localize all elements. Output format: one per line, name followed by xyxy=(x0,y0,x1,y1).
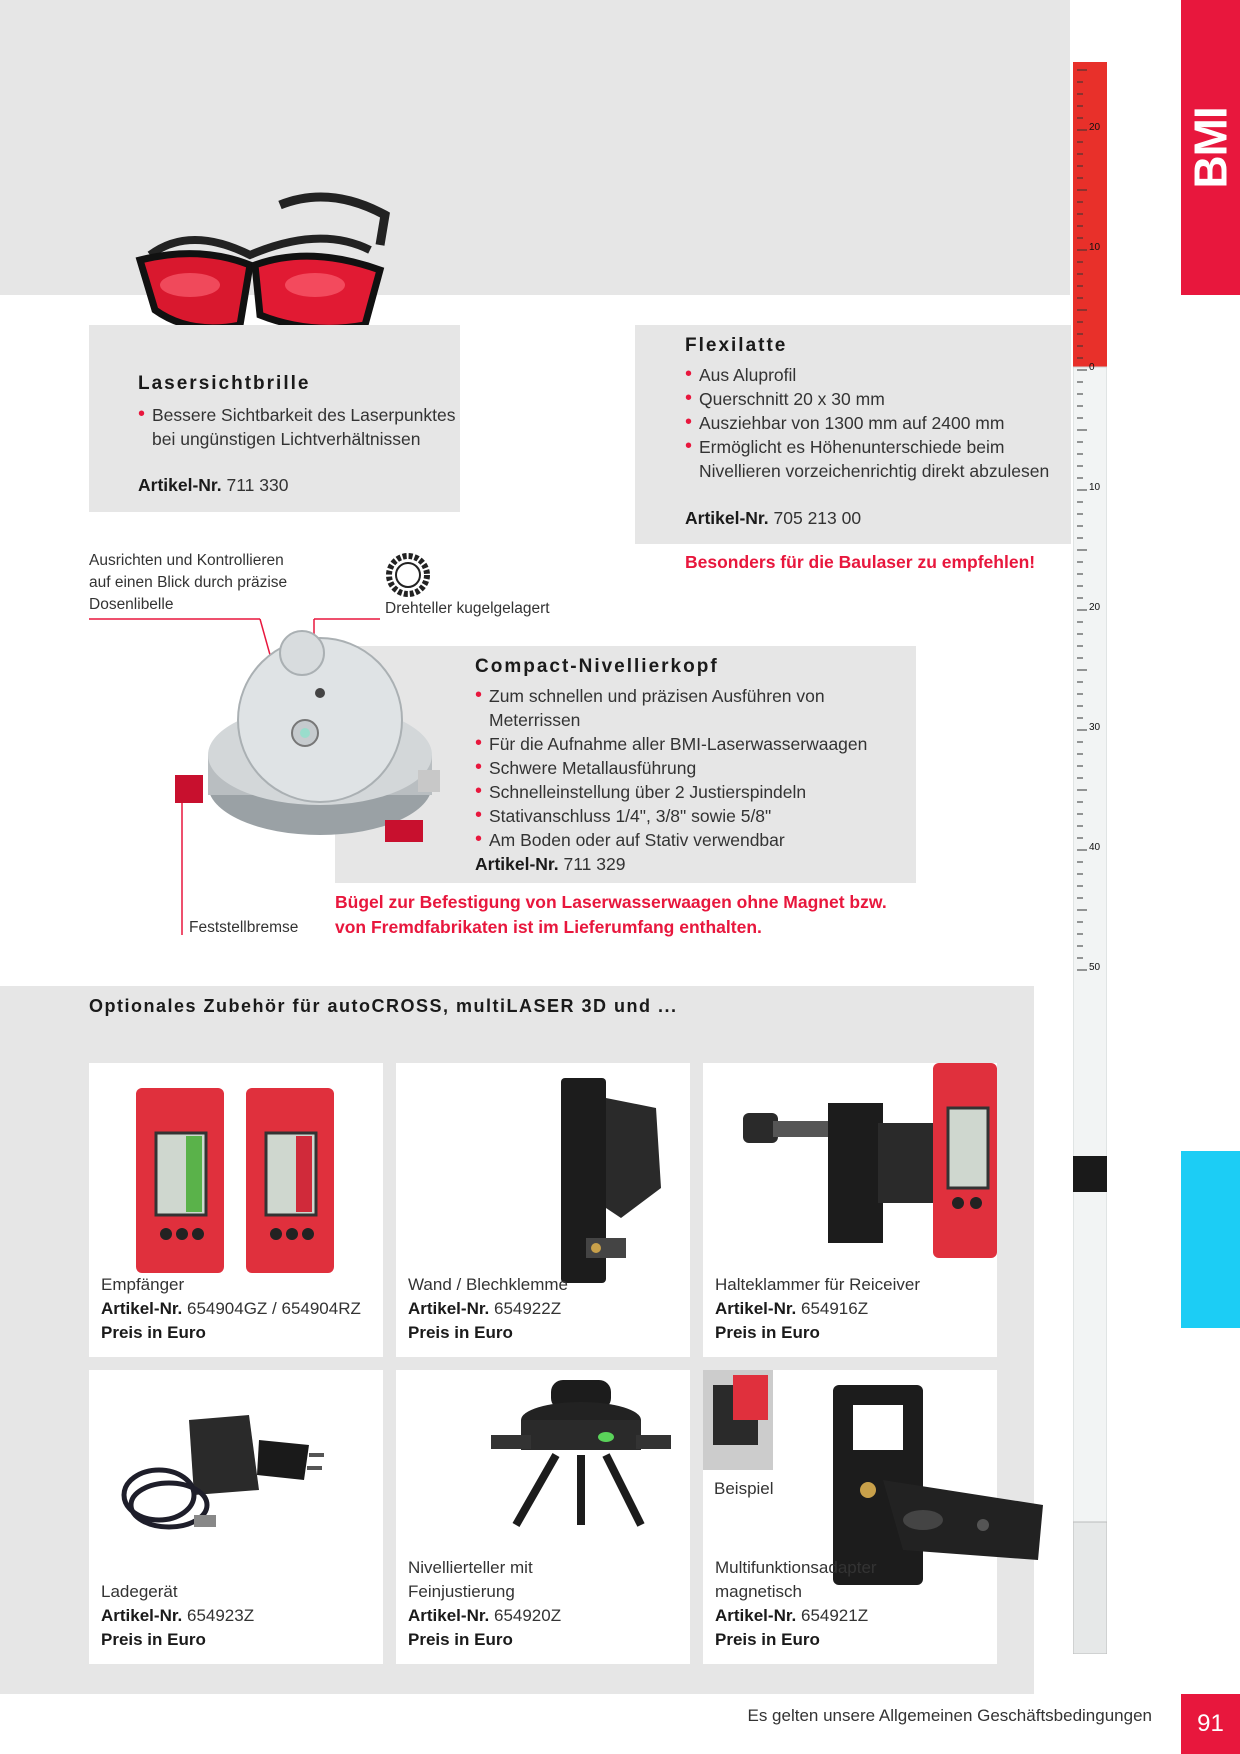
note-line: von Fremdfabrikaten ist im Lieferumfang enthalten. xyxy=(335,917,762,937)
lasersichtbrille-article xyxy=(138,475,288,496)
price-label: Preis in Euro xyxy=(408,1323,513,1342)
feature-text: Querschnitt 20 x 30 mm xyxy=(699,389,885,409)
accessories-heading: Optionales Zubehör für autoCROSS, multiLASER 3D und ... xyxy=(89,996,678,1016)
feature-item: • Stativanschluss 1/4", 3/8" sowie 5/8" xyxy=(475,804,916,828)
charger-image xyxy=(119,1400,359,1550)
feature-item: • Für die Aufnahme aller BMI-Laserwasserwaagen xyxy=(475,732,916,756)
example-label: Beispiel xyxy=(714,1479,774,1498)
accessory-caption xyxy=(408,1556,561,1652)
article-label: Artikel-Nr. xyxy=(408,1606,490,1625)
article-number: 705 213 00 xyxy=(773,508,862,528)
feature-text: Nivellieren vorzeichenrichtig direkt abzulesen xyxy=(699,461,1050,481)
leveling-head-image xyxy=(170,625,440,870)
ruler-label: 0 xyxy=(1089,362,1095,373)
page-number: 91 xyxy=(1181,1694,1240,1754)
accessory-name: Nivellierteller mit xyxy=(408,1558,533,1577)
note-line: Bügel zur Befestigung von Laserwasserwaagen ohne Magnet bzw. xyxy=(335,892,887,912)
ruler-label: 10 xyxy=(1089,242,1101,253)
accessory-name: Ladegerät xyxy=(101,1582,178,1601)
article-label: Artikel-Nr. xyxy=(715,1299,797,1318)
receiver-image xyxy=(134,1088,344,1278)
price-label: Preis in Euro xyxy=(715,1323,820,1342)
price-label: Preis in Euro xyxy=(408,1630,513,1649)
accessory-caption xyxy=(101,1580,254,1652)
accessory-card-receiver-clamp[interactable] xyxy=(703,1063,997,1357)
article-label: Artikel-Nr. xyxy=(685,508,769,528)
nivellierkopf-title: Compact-Nivellierkopf xyxy=(475,656,719,677)
accessory-card-receiver[interactable] xyxy=(89,1063,383,1357)
feature-item: • Am Boden oder auf Stativ verwendbar xyxy=(475,828,916,852)
price-label: Preis in Euro xyxy=(715,1630,820,1649)
accessory-caption xyxy=(101,1273,361,1345)
annotation-line: Ausrichten und Kontrollieren xyxy=(89,552,284,569)
lasersichtbrille-box xyxy=(89,325,460,512)
feature-item: • Schwere Metallausführung xyxy=(475,756,916,780)
flexilatte-note: Besonders für die Baulaser zu empfehlen! xyxy=(685,552,1036,572)
article-number: 654904GZ / 654904RZ xyxy=(186,1299,361,1318)
leveling-base-image xyxy=(486,1375,676,1540)
accessory-caption xyxy=(408,1273,568,1345)
feature-text: Ausziehbar von 1300 mm auf 2400 mm xyxy=(699,413,1005,433)
flexilatte-features: • Aus Aluprofil • Querschnitt 20 x 30 mm • Ausziehbar von 1300 mm auf 2400 mm • Ermöglicht es Höhenunterschiede beim Nivellieren vorzeichenrichtig direkt abzulesen xyxy=(685,363,1050,481)
drehteller-annotation: Drehteller kugelgelagert xyxy=(385,600,550,617)
feature-text: Aus Aluprofil xyxy=(699,365,797,385)
accessory-card-wall-clamp[interactable] xyxy=(396,1063,690,1357)
article-number: 654922Z xyxy=(493,1299,562,1318)
feature-item: • Zum schnellen und präzisen Ausführen von Meterrissen xyxy=(475,684,916,732)
brand-logo: BMI xyxy=(1184,106,1237,189)
feature-text: Ermöglicht es Höhenunterschiede beim xyxy=(699,437,1005,457)
article-label: Artikel-Nr. xyxy=(475,854,559,874)
accessory-name: Wand / Blechklemme xyxy=(408,1275,568,1294)
nivellierkopf-note xyxy=(335,890,887,940)
accessory-name: Empfänger xyxy=(101,1275,185,1294)
price-label: Preis in Euro xyxy=(101,1323,206,1342)
lasersichtbrille-title: Lasersichtbrille xyxy=(138,373,311,394)
lasersichtbrille-features: • Bessere Sichtbarkeit des Laserpunktes bei ungünstigen Lichtverhältnissen xyxy=(138,403,456,449)
accessory-name: magnetisch xyxy=(715,1582,802,1601)
article-number: 654921Z xyxy=(800,1606,869,1625)
annotation-line: Dosenlibelle xyxy=(89,596,174,613)
annotation-line: auf einen Blick durch präzise xyxy=(89,574,288,591)
article-number: 654923Z xyxy=(186,1606,255,1625)
accessory-caption xyxy=(715,1556,877,1652)
brand-tab xyxy=(1181,0,1240,295)
feature-text: bei ungünstigen Lichtverhältnissen xyxy=(152,429,421,449)
flexilatte-ruler-image xyxy=(1073,62,1107,1654)
article-label: Artikel-Nr. xyxy=(101,1606,183,1625)
price-label: Preis in Euro xyxy=(101,1630,206,1649)
ruler-label: 30 xyxy=(1089,722,1101,733)
accessory-name: Feinjustierung xyxy=(408,1582,515,1601)
flexilatte-article xyxy=(685,508,861,529)
dosenlibelle-annotation xyxy=(89,550,287,616)
article-label: Artikel-Nr. xyxy=(138,475,222,495)
terms-footer: Es gelten unsere Allgemeinen Geschäftsbedingungen xyxy=(747,1706,1152,1725)
article-number: 711 330 xyxy=(226,475,289,495)
accessory-name: Halteklammer für Reiceiver xyxy=(715,1275,920,1294)
section-side-tab xyxy=(1181,1151,1240,1328)
ruler-label: 20 xyxy=(1089,122,1101,133)
feature-text: Bessere Sichtbarkeit des Laserpunktes xyxy=(152,405,456,425)
flexilatte-title: Flexilatte xyxy=(685,335,788,356)
flexilatte-box xyxy=(635,325,1071,544)
article-label: Artikel-Nr. xyxy=(715,1606,797,1625)
article-number: 654920Z xyxy=(493,1606,562,1625)
feststellbremse-annotation: Feststellbremse xyxy=(189,919,299,936)
accessory-card-leveling-base[interactable] xyxy=(396,1370,690,1664)
article-number: 711 329 xyxy=(563,854,626,874)
wall-clamp-image xyxy=(551,1068,671,1288)
ruler-label: 10 xyxy=(1089,482,1101,493)
ruler-label: 40 xyxy=(1089,842,1101,853)
receiver-clamp-image xyxy=(743,1063,997,1263)
article-label: Artikel-Nr. xyxy=(101,1299,183,1318)
example-usage-image xyxy=(703,1370,773,1470)
article-number: 654916Z xyxy=(800,1299,869,1318)
ruler-label: 20 xyxy=(1089,602,1101,613)
ball-bearing-icon xyxy=(385,552,431,598)
accessory-name: Multifunktionsadapter xyxy=(715,1558,877,1577)
feature-item: • Schnelleinstellung über 2 Justierspindeln xyxy=(475,780,916,804)
accessory-card-multi-adapter[interactable] xyxy=(703,1370,997,1664)
article-label: Artikel-Nr. xyxy=(408,1299,490,1318)
accessory-caption xyxy=(715,1273,920,1345)
nivellierkopf-features xyxy=(475,684,916,852)
ruler-label: 50 xyxy=(1089,962,1101,973)
nivellierkopf-article xyxy=(475,854,625,875)
accessory-card-charger[interactable] xyxy=(89,1370,383,1664)
